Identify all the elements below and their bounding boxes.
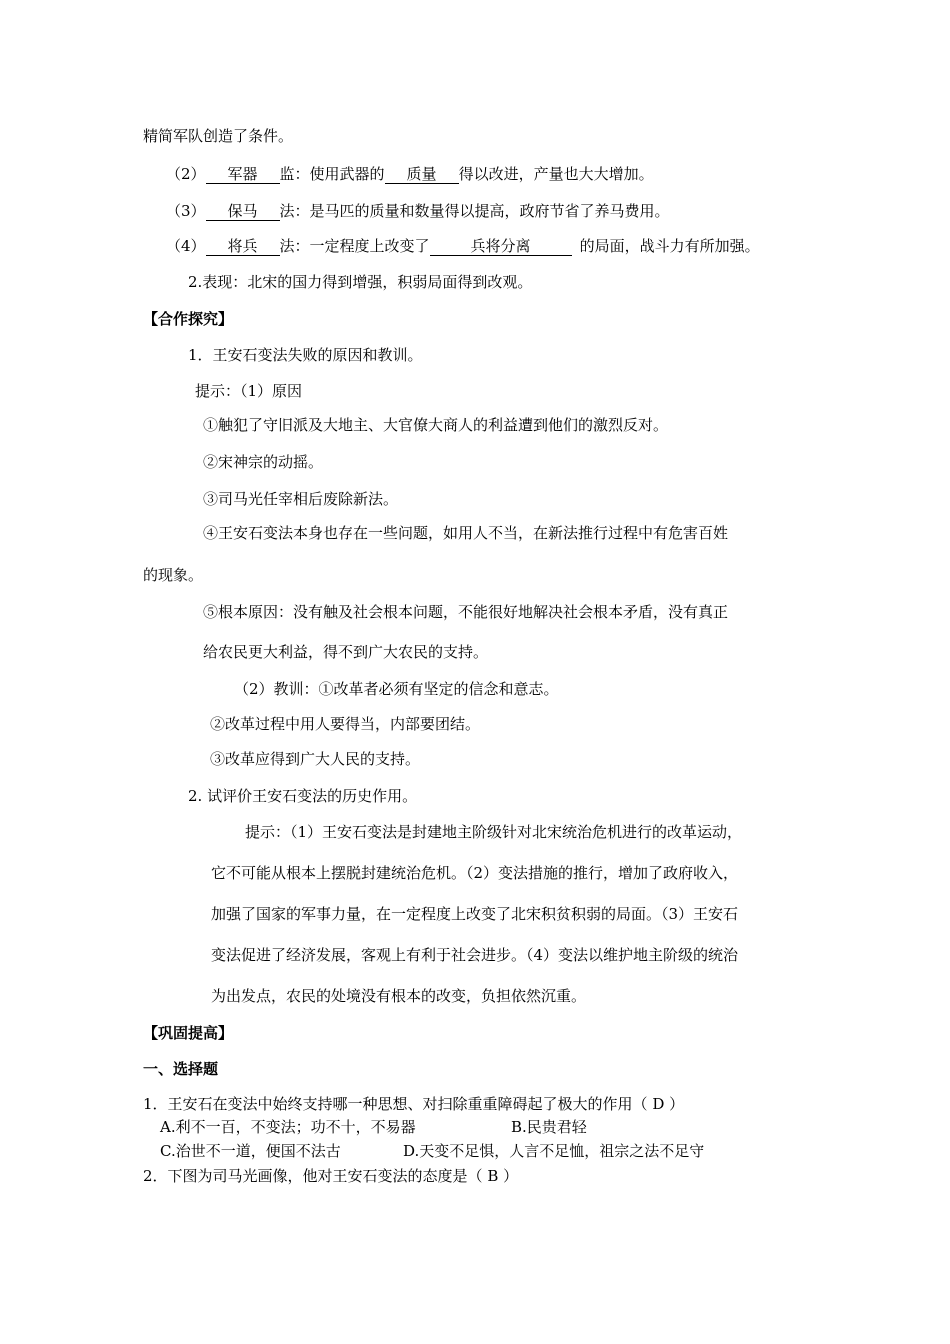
item-number: （2） — [166, 165, 206, 183]
reform-item-2 — [166, 164, 654, 184]
question-1: 1．王安石变法失败的原因和教训。 — [188, 346, 423, 364]
hint-2-line-3: 加强了国家的军事力量，在一定程度上改变了北宋积贫积弱的局面。（3）王安石 — [211, 905, 739, 923]
fill-blank: 军器 — [206, 165, 280, 184]
lesson-1: （2）教训：①改革者必须有坚定的信念和意志。 — [234, 680, 559, 698]
hint-2-line-1: 提示：（1）王安石变法是封建地主阶级针对北宋统治危机进行的改革运动， — [245, 823, 743, 841]
section-heading-cooperative-inquiry: 【合作探究】 — [143, 310, 234, 328]
mc-option-d: D.天变不足惧，人言不足恤，祖宗之法不足守 — [403, 1142, 705, 1160]
hint-2-line-5: 为出发点，农民的处境没有根本的改变，负担依然沉重。 — [211, 987, 587, 1005]
mc-question-1: 1．王安石在变法中始终支持哪一种思想、对扫除重重障碍起了极大的作用（ D ） — [143, 1095, 685, 1113]
question-2: 2. 试评价王安石变法的历史作用。 — [188, 787, 418, 805]
hint-label: 提示：（1）原因 — [195, 382, 303, 400]
section-heading-multiple-choice: 一、选择题 — [143, 1060, 219, 1078]
paragraph-continuation: 精简军队创造了条件。 — [143, 127, 294, 145]
lesson-2: ②改革过程中用人要得当，内部要团结。 — [210, 715, 481, 733]
fill-blank: 质量 — [385, 165, 459, 184]
fill-blank: 兵将分离 — [430, 237, 572, 256]
item-text: 的局面，战斗力有所加强。 — [579, 237, 760, 255]
reason-2: ②宋神宗的动摇。 — [203, 453, 324, 471]
item-number: （4） — [166, 237, 206, 255]
reason-1: ①触犯了守旧派及大地主、大官僚大商人的利益遭到他们的激烈反对。 — [203, 416, 669, 434]
item-number: （3） — [166, 202, 206, 220]
item-text: 法：一定程度上改变了 — [279, 237, 430, 255]
section-heading-consolidation: 【巩固提高】 — [143, 1024, 234, 1042]
mc-question-2: 2．下图为司马光画像，他对王安石变法的态度是（ B ） — [143, 1167, 519, 1185]
reason-3: ③司马光任宰相后废除新法。 — [203, 490, 399, 508]
reform-item-4 — [166, 236, 760, 256]
mc-option-b: B.民贵君轻 — [511, 1118, 587, 1136]
reform-item-3 — [166, 201, 670, 221]
item-text: 法：是马匹的质量和数量得以提高，政府节省了养马费用。 — [279, 202, 670, 220]
mc-option-a: A.利不一百，不变法；功不十，不易器 — [160, 1118, 416, 1136]
item-text: 得以改进，产量也大大增加。 — [458, 165, 654, 183]
reason-4-continued: 的现象。 — [143, 566, 204, 584]
item-text: 监：使用武器的 — [279, 165, 385, 183]
effect-statement: 2.表现：北宋的国力得到增强，积弱局面得到改观。 — [188, 273, 533, 291]
reason-5-continued: 给农民更大利益，得不到广大农民的支持。 — [203, 643, 489, 661]
reason-5: ⑤根本原因：没有触及社会根本问题，不能很好地解决社会根本矛盾，没有真正 — [203, 603, 729, 621]
reason-4: ④王安石变法本身也存在一些问题，如用人不当，在新法推行过程中有危害百姓 — [203, 524, 729, 542]
lesson-3: ③改革应得到广大人民的支持。 — [210, 750, 421, 768]
hint-2-line-4: 变法促进了经济发展，客观上有利于社会进步。（4）变法以维护地主阶级的统治 — [211, 946, 739, 964]
hint-2-line-2: 它不可能从根本上摆脱封建统治危机。（2）变法措施的推行，增加了政府收入， — [211, 864, 739, 882]
mc-option-c: C.治世不一道，便国不法古 — [160, 1142, 341, 1160]
fill-blank: 将兵 — [206, 237, 280, 256]
fill-blank: 保马 — [206, 202, 280, 221]
